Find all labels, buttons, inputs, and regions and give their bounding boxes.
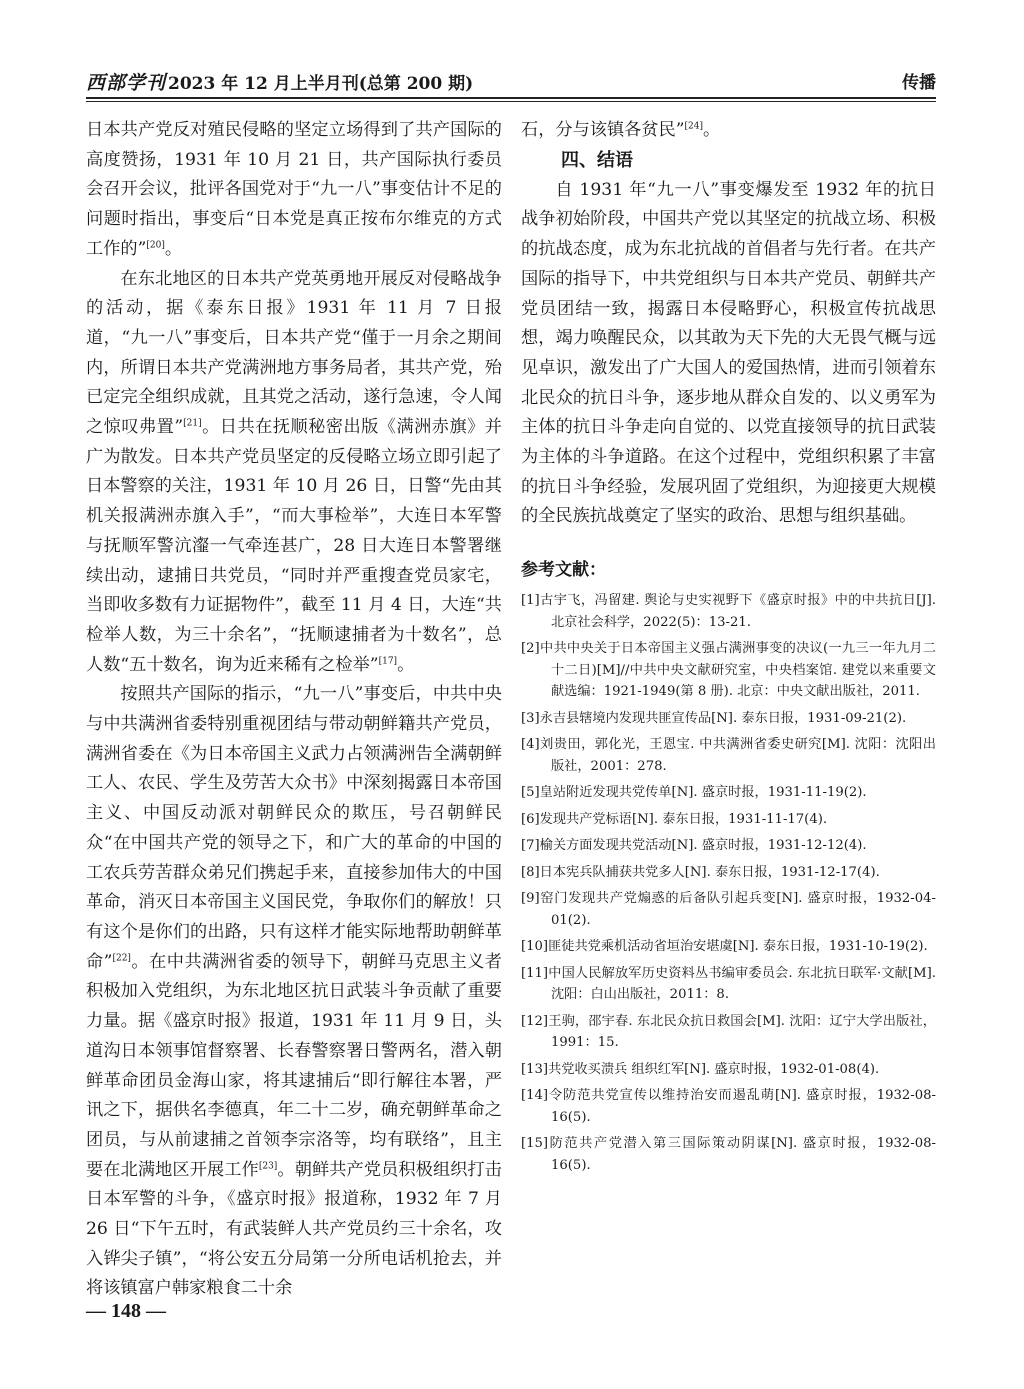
paragraph-text: 。在中共满洲省委的领导下，朝鲜马克思主义者积极加入党组织，为东北地区抗日武装斗争贡献了重要力量。据《盛京时报》报道，1931 年 11 月 9 日，头道沟日本领事馆督察署、长春警察署日警两名，潜入朝鲜革命团员金海山家，将其逮捕后“即行解往本署，严讯之下，据供名李德真，年二十二岁，确充朝鲜革命之团员，与从前逮捕之首领李宗洛等，均有联络”，且主要在北满地区开展工作 bbox=[86, 951, 502, 1180]
reference-item: [12]王驹，邵宇春. 东北民众抗日救国会[M]. 沈阳：辽宁大学出版社，1991：15. bbox=[521, 1013, 936, 1051]
right-column bbox=[521, 116, 936, 1181]
citation: [20] bbox=[146, 240, 165, 251]
reference-list bbox=[521, 590, 936, 1176]
paragraph bbox=[86, 265, 502, 681]
paragraph bbox=[86, 116, 502, 265]
reference-item: [1]古宇飞，冯留建. 舆论与史实视野下《盛京时报》中的中共抗日[J]. 北京社会科学，2022(5)：13-21. bbox=[521, 593, 936, 630]
reference-item: [15]防范共产党潜入第三国际策动阴谋[N]. 盛京时报，1932-08-16(5). bbox=[521, 1136, 936, 1173]
citation: [24] bbox=[684, 121, 703, 132]
reference-item: [6]发现共产党标语[N]. 泰东日报，1931-11-17(4). bbox=[521, 811, 828, 827]
conclusion-paragraph: 自 1931 年“九一八”事变爆发至 1932 年的抗日战争初始阶段，中国共产党以其坚定的抗战立场、积极的抗战态度，成为东北抗战的首倡者与先行者。在共产国际的指导下，中共党组织与日本共产党员、朝鲜共产党员团结一致，揭露日本侵略野心，积极宣传抗战思想，竭力唤醒民众，以其敢为天下先的大无畏气概与远见卓识，激发出了广大国人的爱国热情，进而引领着东北民众的抗日斗争，逐步地从群众自发的、以义勇军为主体的抗日斗争走向自觉的、以党直接领导的抗日武装为主体的斗争道路。在这个过程中，党组织积累了丰富的抗日斗争经验，发展巩固了党组织，为迎接更大规模的全民族抗战奠定了坚实的政治、思想与组织基础。 bbox=[521, 179, 936, 527]
paragraph-text: 在东北地区的日本共产党英勇地开展反对侵略战争的活动，据《泰东日报》1931 年 11 月 7 日报道，“九一八”事变后，日本共产党“僅于一月余之期间内，所谓日本共产党满洲地方事务局者，其共产党，殆已定完全组织成就，且其党之活动，遂行急速，令人闻之惊叹弗置” bbox=[86, 268, 502, 438]
paragraph-text: 按照共产国际的指示，“九一八”事变后，中共中央与中共满洲省委特别重视团结与带动朝鲜籍共产党员，满洲省委在《为日本帝国主义武力占领满洲告全满朝鲜工人、农民、学生及劳苦大众书》中深刻揭露日本帝国主义、中国反动派对朝鲜民众的欺压，号召朝鲜民众“在中国共产党的领导之下，和广大的革命的中国的工农兵劳苦群众弟兄们携起手来，直接参加伟大的中国革命，消灭日本帝国主义国民党，争取你们的解放！只有这个是你们的出路，只有这样才能实际地帮助朝鲜革命” bbox=[86, 684, 502, 972]
left-column bbox=[86, 116, 502, 1304]
paragraph-text: 石，分与该镇各贫民” bbox=[521, 120, 685, 140]
header-rule-thick bbox=[86, 97, 936, 99]
reference-item: [11]中国人民解放军历史资料丛书编审委员会. 东北抗日联军·文献[M]. 沈阳：白山出版社，2011：8. bbox=[521, 965, 936, 1003]
reference-item: [4]刘贵田，郭化光，王恩宝. 中共满洲省委史研究[M]. 沈阳：沈阳出版社，2001：278. bbox=[521, 737, 936, 774]
journal-header-left bbox=[86, 68, 473, 95]
reference-item: [2]中共中央关于日本帝国主义强占满洲事变的决议(一九三一年九月二十二日)[M]//中共中央文献研究室，中央档案馆. 建党以来重要文献选编：1921-1949(第 8 册). 北京：中央文献出版社，2011. bbox=[521, 641, 936, 700]
reference-item: [7]榆关方面发现共党活动[N]. 盛京时报，1931-12-12(4). bbox=[521, 838, 867, 854]
reference-item: [10]匪徒共党乘机活动省垣治安堪虞[N]. 泰东日报，1931-10-19(2). bbox=[521, 939, 928, 955]
reference-item: [9]窑门发现共产党煽惑的后备队引起兵变[N]. 盛京时报，1932-04-01(2). bbox=[521, 891, 936, 928]
citation: [23] bbox=[258, 1160, 278, 1171]
punct: 。 bbox=[397, 654, 415, 675]
issue-info: 2023 年 12 月上半月刊(总第 200 期) bbox=[168, 74, 474, 94]
paragraph-text: 。日共在抚顺秘密出版《满洲赤旗》并广为散发。日本共产党员坚定的反侵略立场立即引起了日本警察的关注，1931 年 10 月 26 日，日警“先由其机关报满洲赤旗入手”，“而大事检举”，大连日本军警与抚顺军警沆瀣一气牵连甚广，28 日大连日本警署继续出动，逮捕日共党员，“同时并严重搜查党员家宅，当即收多数有力证据物件”，截至 11 月 4 日，大连“共检举人数，为三十余名”，“抚顺逮捕者为十数名”，总人数“五十数名，询为近来稀有之检举” bbox=[86, 417, 502, 675]
section-name: 传播 bbox=[902, 73, 936, 93]
citation: [22] bbox=[112, 952, 131, 963]
page-number: — 148 — bbox=[86, 1300, 166, 1322]
header-rule-thin bbox=[86, 101, 936, 102]
paragraph-text: 日本共产党反对殖民侵略的坚定立场得到了共产国际的高度赞扬，1931 年 10 月 21 日，共产国际执行委员会召开会议，批评各国党对于“九一八”事变估计不足的问题时指出，事变后“日本党是真正按布尔维克的方式工作的” bbox=[86, 120, 502, 259]
citation: [17] bbox=[378, 655, 398, 666]
reference-item: [13]共党收买溃兵 组织红军[N]. 盛京时报，1932-01-08(4). bbox=[521, 1061, 880, 1077]
reference-item: [3]永吉县辖境内发现共匪宣传品[N]. 泰东日报，1931-09-21(2). bbox=[521, 710, 907, 726]
reference-item: [8]日本宪兵队捕获共党多人[N]. 泰东日报，1931-12-17(4). bbox=[521, 864, 880, 880]
citation: [21] bbox=[183, 418, 202, 429]
journal-logo: 西部学刊 bbox=[86, 72, 167, 94]
references-heading: 参考文献： bbox=[521, 560, 606, 581]
paragraph bbox=[86, 680, 502, 1304]
paragraph bbox=[521, 116, 936, 146]
running-header bbox=[86, 62, 936, 96]
reference-item: [14]令防范共党宣传以维持治安而遏乱萌[N]. 盛京时报，1932-08-16(5). bbox=[521, 1088, 936, 1125]
section-heading: 四、结语 bbox=[561, 149, 633, 171]
reference-item: [5]皇站附近发现共党传单[N]. 盛京时报，1931-11-19(2). bbox=[521, 785, 867, 801]
punct: 。 bbox=[702, 120, 721, 140]
paragraph-text: 。朝鲜共产党员积极组织打击日本军警的斗争，《盛京时报》报道称，1932 年 7 月 26 日“下午五时，有武装鲜人共产党员约三十余名，攻入铧尖子镇”，“将公安五分局第一分所电话机抢去，并将该镇富户韩家粮食二十余 bbox=[86, 1159, 502, 1299]
punct: 。 bbox=[164, 238, 183, 259]
